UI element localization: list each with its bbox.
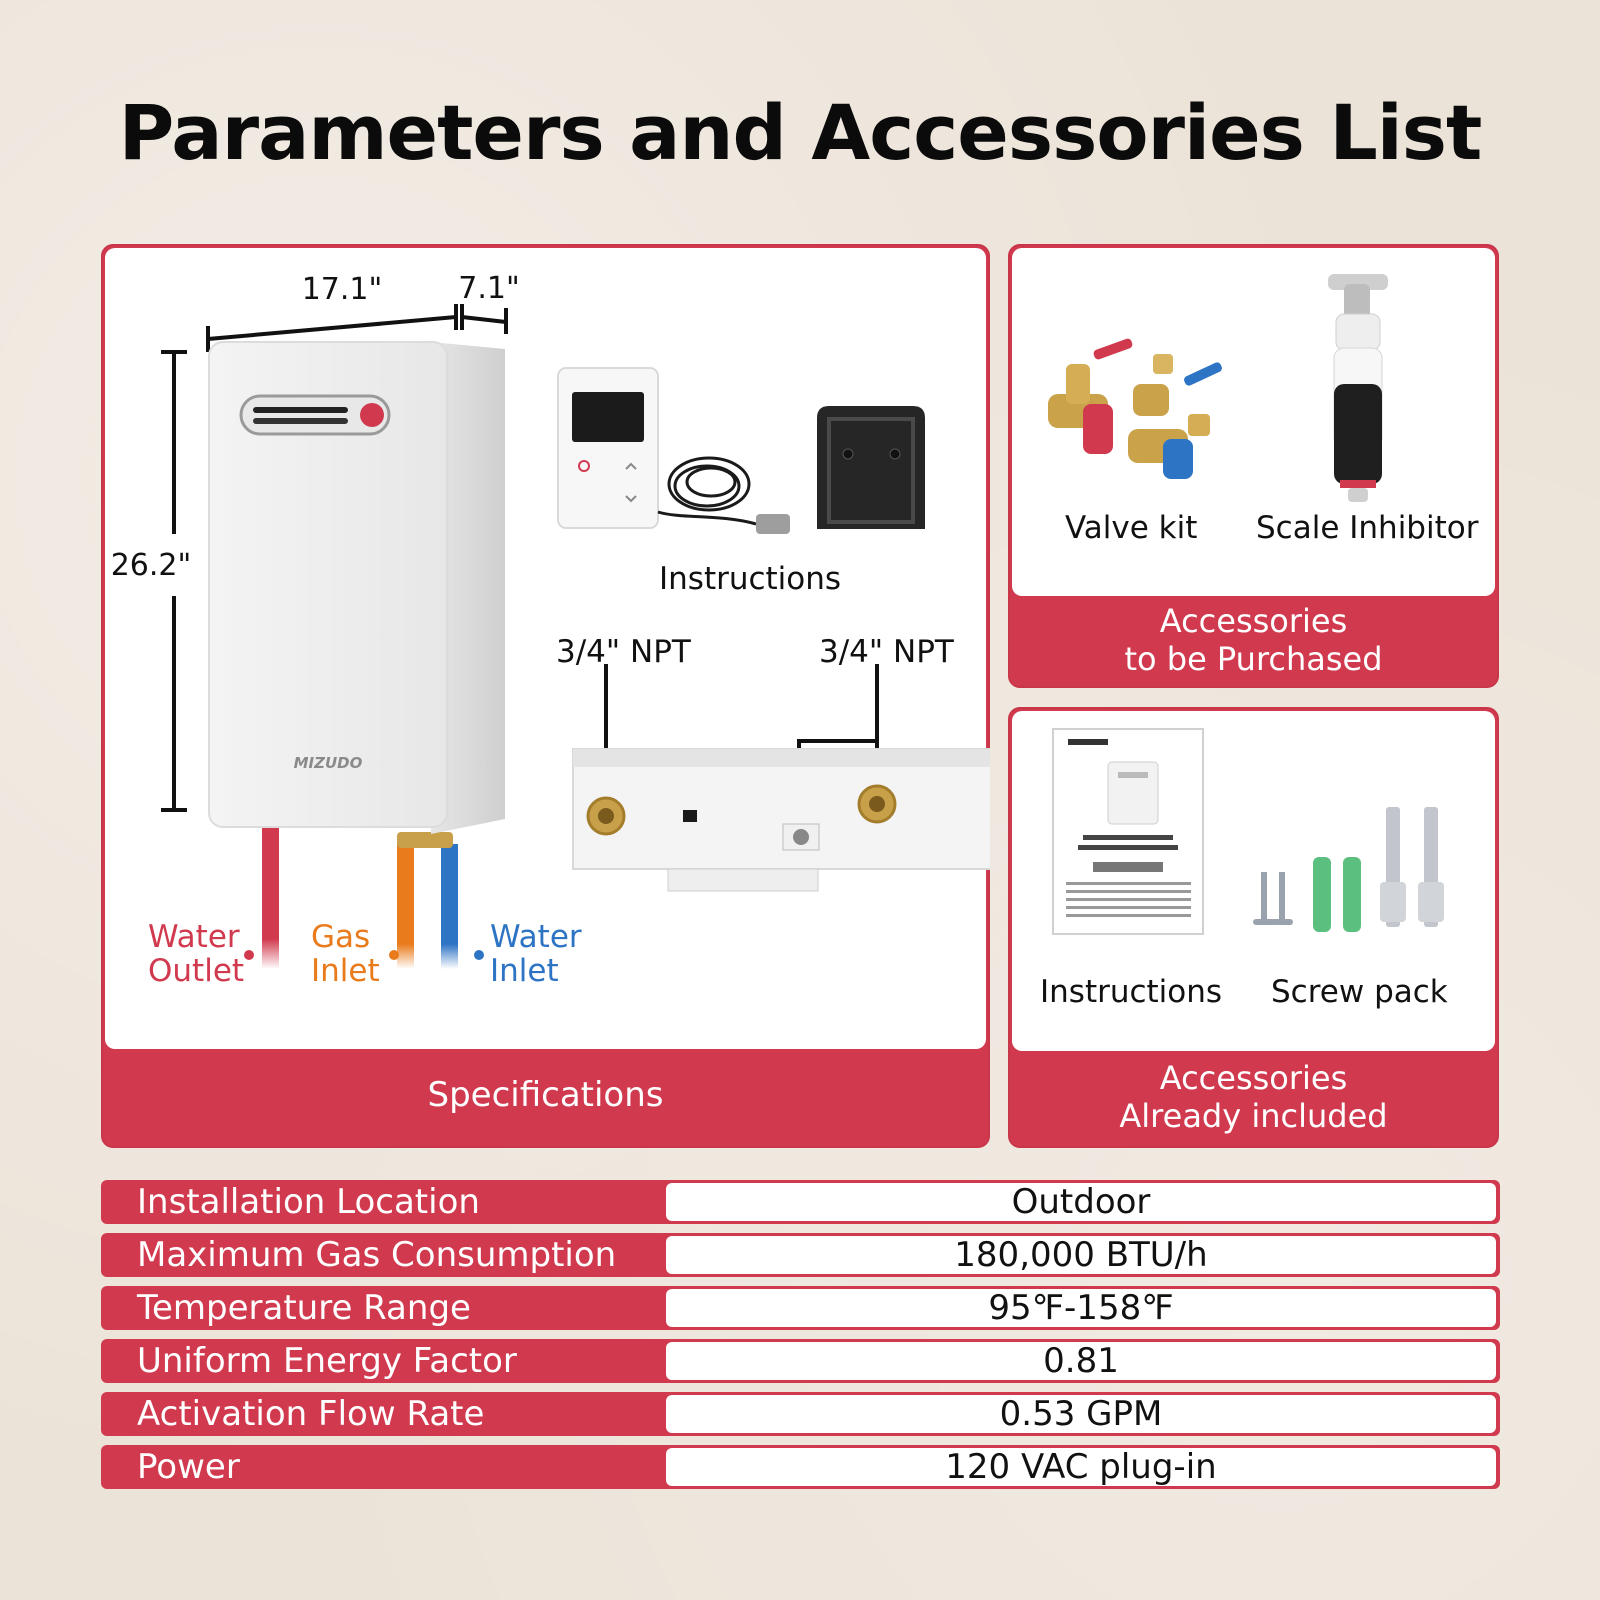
spec-label: Uniform Energy Factor xyxy=(137,1341,517,1381)
depth-dimension: 7.1" xyxy=(458,271,520,306)
height-dimension: 26.2" xyxy=(110,548,192,583)
valve-kit-label: Valve kit xyxy=(1065,510,1198,546)
water-outlet-dot xyxy=(244,950,254,960)
gas-inlet-dot xyxy=(389,950,399,960)
spec-row xyxy=(101,1445,1500,1489)
brand-logo: MIZUDO xyxy=(293,754,363,772)
spec-row xyxy=(101,1392,1500,1436)
purchase-caption: Accessories to be Purchased xyxy=(1124,602,1383,678)
screw-pack-image xyxy=(1253,807,1444,932)
spec-value: 95℉-158℉ xyxy=(666,1289,1496,1327)
water-inlet-label: Water Inlet xyxy=(490,919,582,989)
water-outlet-label: Water Outlet xyxy=(148,919,245,989)
npt-left-label: 3/4" NPT xyxy=(556,634,691,670)
spec-value: Outdoor xyxy=(666,1183,1496,1221)
spec-value: 180,000 BTU/h xyxy=(666,1236,1496,1274)
spec-row xyxy=(101,1339,1500,1383)
cable-coil xyxy=(658,458,756,524)
controller-label: Instructions xyxy=(659,561,842,597)
scale-inhibitor-label: Scale Inhibitor xyxy=(1256,510,1479,546)
spec-label: Activation Flow Rate xyxy=(137,1394,485,1434)
cable-connector xyxy=(756,514,790,534)
spec-value: 120 VAC plug-in xyxy=(666,1448,1496,1486)
page-title: Parameters and Accessories List xyxy=(118,88,1482,177)
instructions-label: Instructions xyxy=(1040,974,1223,1010)
spec-row xyxy=(101,1286,1500,1330)
spec-value: 0.81 xyxy=(666,1342,1496,1380)
included-illustrations xyxy=(1008,707,1499,967)
spec-label: Installation Location xyxy=(137,1182,480,1222)
npt-right-label: 3/4" NPT xyxy=(819,634,954,670)
wall-bracket xyxy=(817,406,925,529)
gas-inlet-label: Gas Inlet xyxy=(311,919,380,989)
spec-label: Power xyxy=(137,1447,240,1487)
spec-label: Temperature Range xyxy=(137,1288,471,1328)
included-caption: Accessories Already included xyxy=(1119,1059,1388,1135)
water-inlet-dot xyxy=(474,950,484,960)
instructions-manual-image xyxy=(1053,729,1203,934)
specifications-caption: Specifications xyxy=(427,1075,664,1115)
spec-value: 0.53 GPM xyxy=(666,1395,1496,1433)
width-dimension: 17.1" xyxy=(301,272,383,307)
spec-row xyxy=(101,1233,1500,1277)
valve-kit-image xyxy=(1048,337,1223,479)
scale-inhibitor-image xyxy=(1328,274,1388,502)
spec-label: Maximum Gas Consumption xyxy=(137,1235,617,1275)
spec-row xyxy=(101,1180,1500,1224)
screw-pack-label: Screw pack xyxy=(1271,974,1448,1010)
